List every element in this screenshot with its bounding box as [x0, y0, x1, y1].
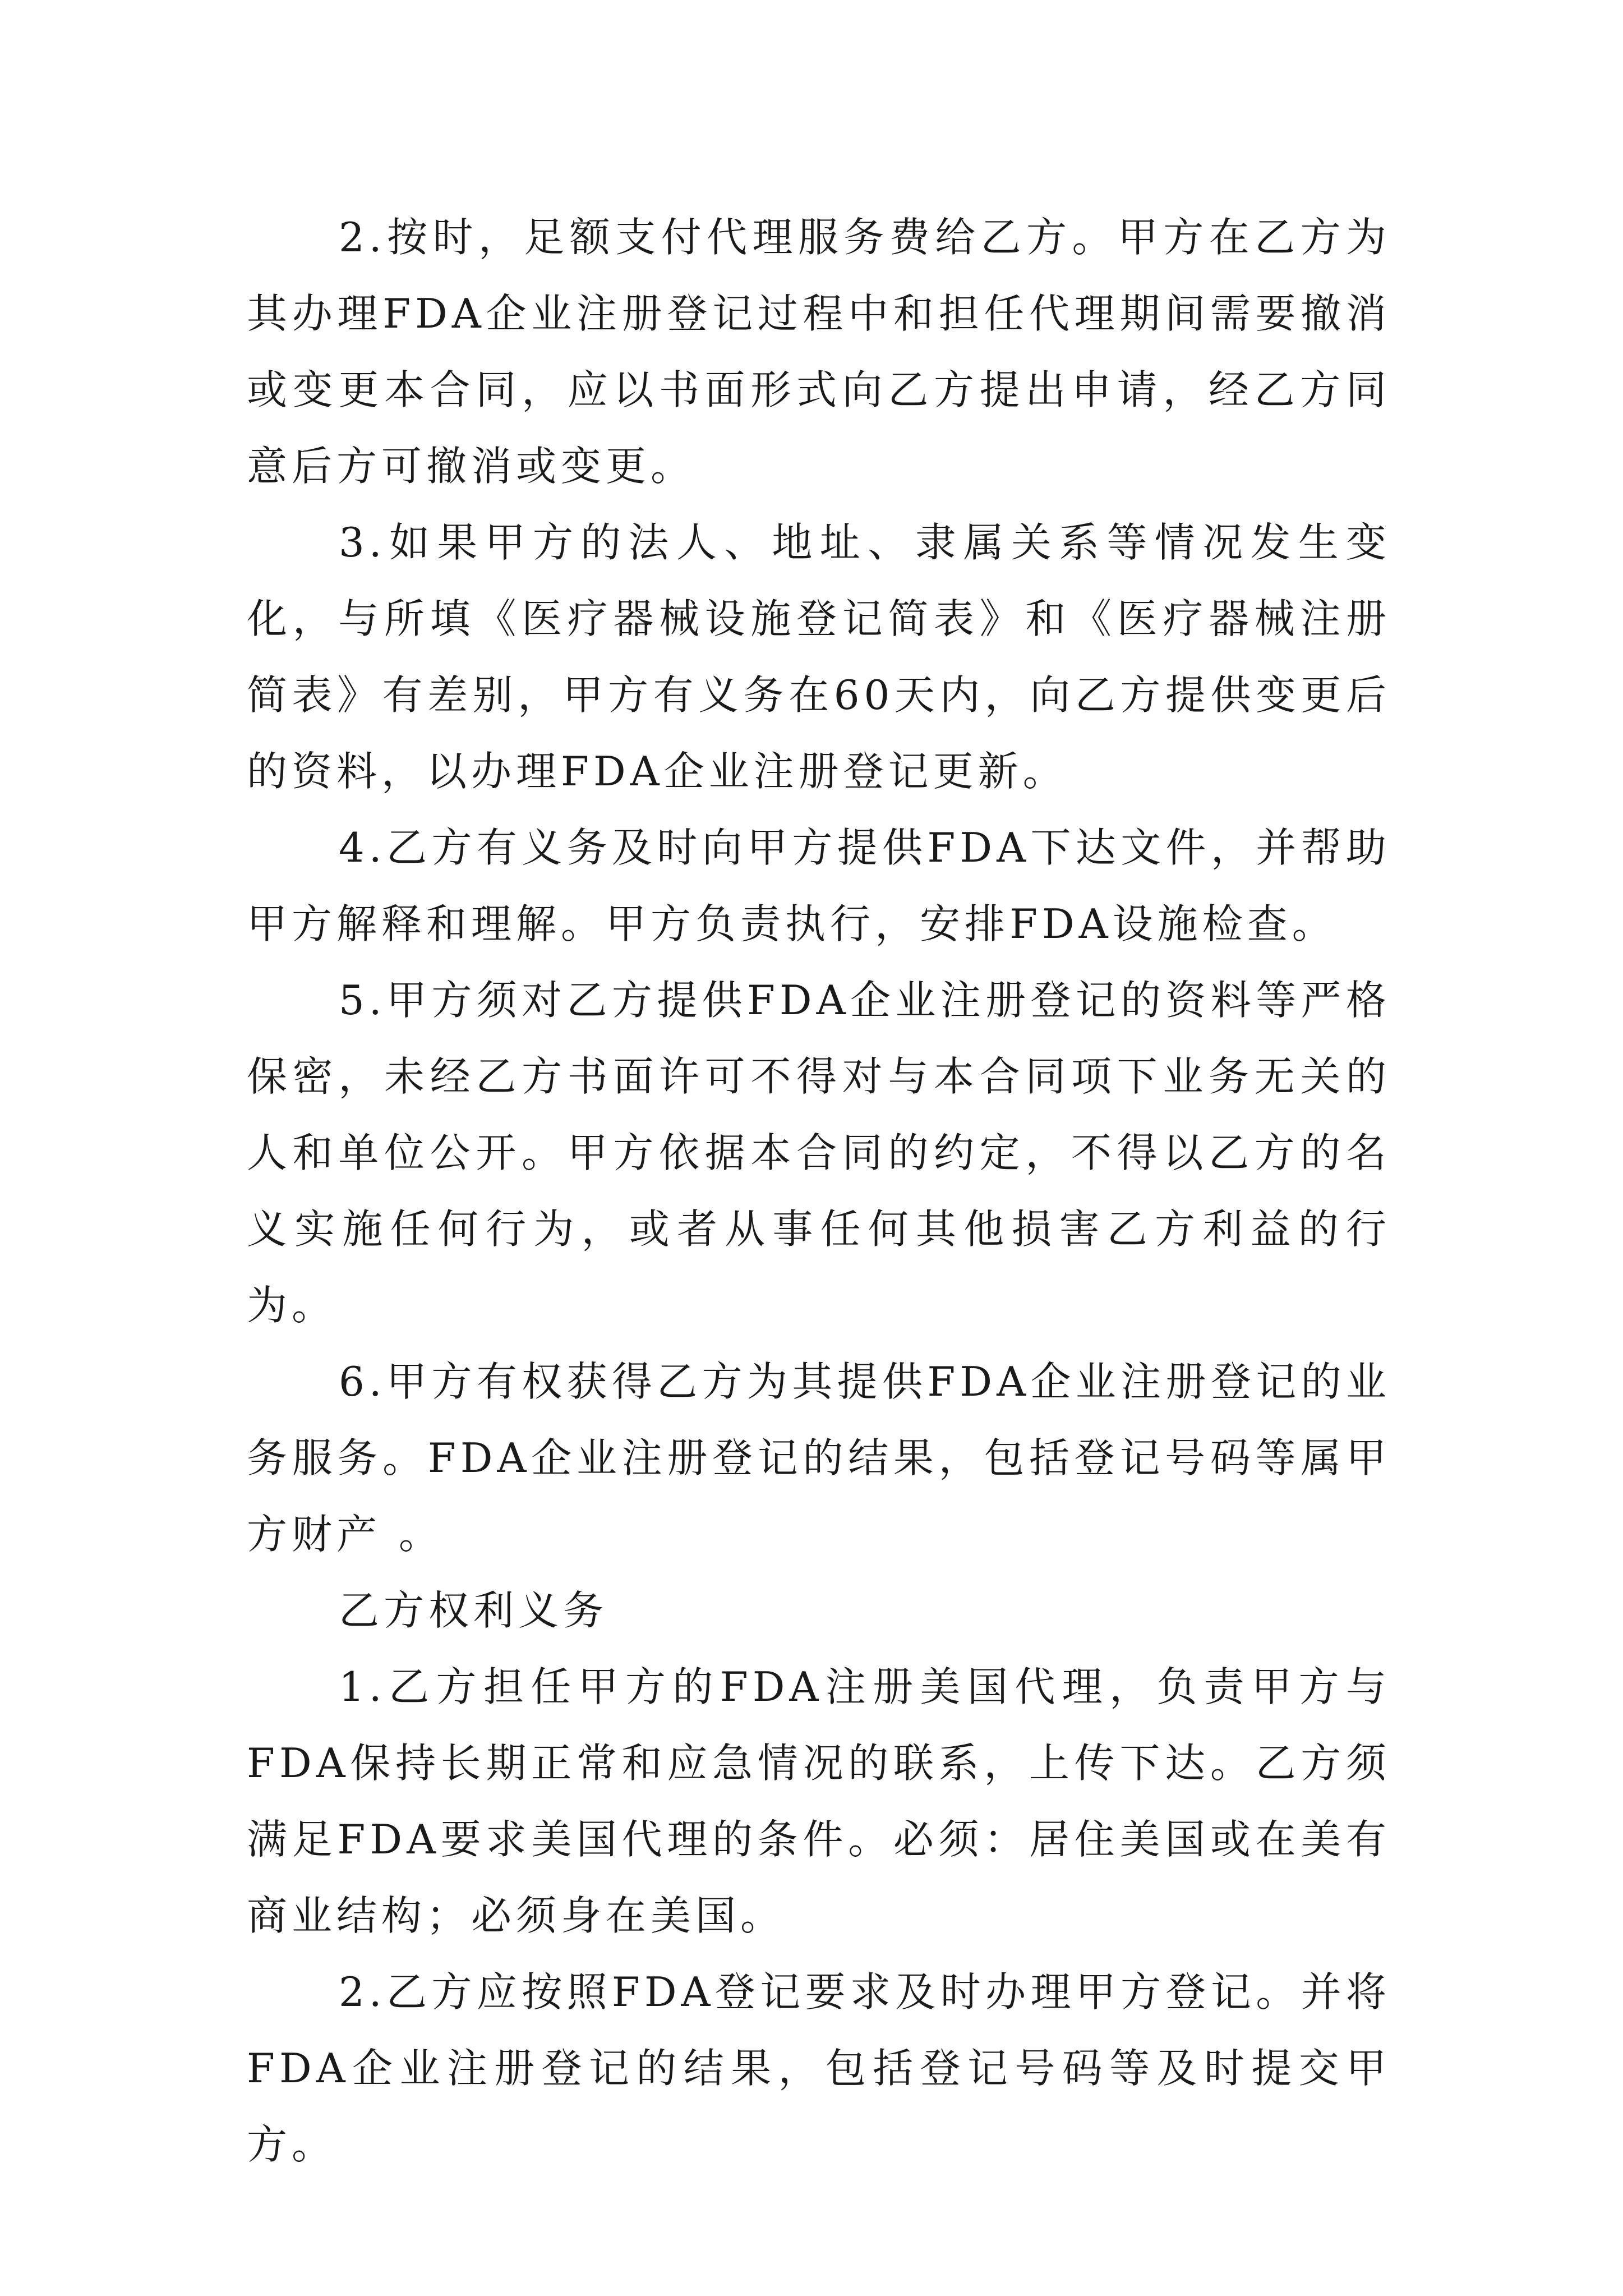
paragraph-party-a-4: 4.乙方有义务及时向甲方提供FDA下达文件，并帮助甲方解释和理解。甲方负责执行，安排FDA设施检查。	[247, 824, 1391, 947]
document-body	[247, 199, 1391, 2183]
paragraph-party-a-6: 6.甲方有权获得乙方为其提供FDA企业注册登记的业务服务。FDA企业注册登记的结果，包括登记号码等属甲方财产 。	[247, 1358, 1391, 1558]
paragraph-party-a-3: 3.如果甲方的法人、地址、隶属关系等情况发生变化，与所填《医疗器械设施登记简表》和《医疗器械注册简表》有差别，甲方有义务在60天内，向乙方提供变更后的资料，以办理FDA企业注册登记更新。	[247, 519, 1391, 795]
paragraph-party-b-2: 2.乙方应按照FDA登记要求及时办理甲方登记。并将FDA企业注册登记的结果，包括登记号码等及时提交甲方。	[247, 1968, 1391, 2168]
section-heading-party-b: 乙方权利义务	[339, 1587, 608, 1634]
paragraph-party-a-2: 2.按时，足额支付代理服务费给乙方。甲方在乙方为其办理FDA企业注册登记过程中和担任代理期间需要撤消或变更本合同，应以书面形式向乙方提出申请，经乙方同意后方可撤消或变更。	[247, 214, 1391, 490]
paragraph-party-a-5: 5.甲方须对乙方提供FDA企业注册登记的资料等严格保密，未经乙方书面许可不得对与本合同项下业务无关的人和单位公开。甲方依据本合同的约定，不得以乙方的名义实施任何行为，或者从事任何其他损害乙方利益的行为。	[247, 977, 1391, 1329]
paragraph-party-b-1: 1.乙方担任甲方的FDA注册美国代理，负责甲方与FDA保持长期正常和应急情况的联系，上传下达。乙方须满足FDA要求美国代理的条件。必须：居住美国或在美有商业结构；必须身在美国。	[247, 1663, 1391, 1939]
